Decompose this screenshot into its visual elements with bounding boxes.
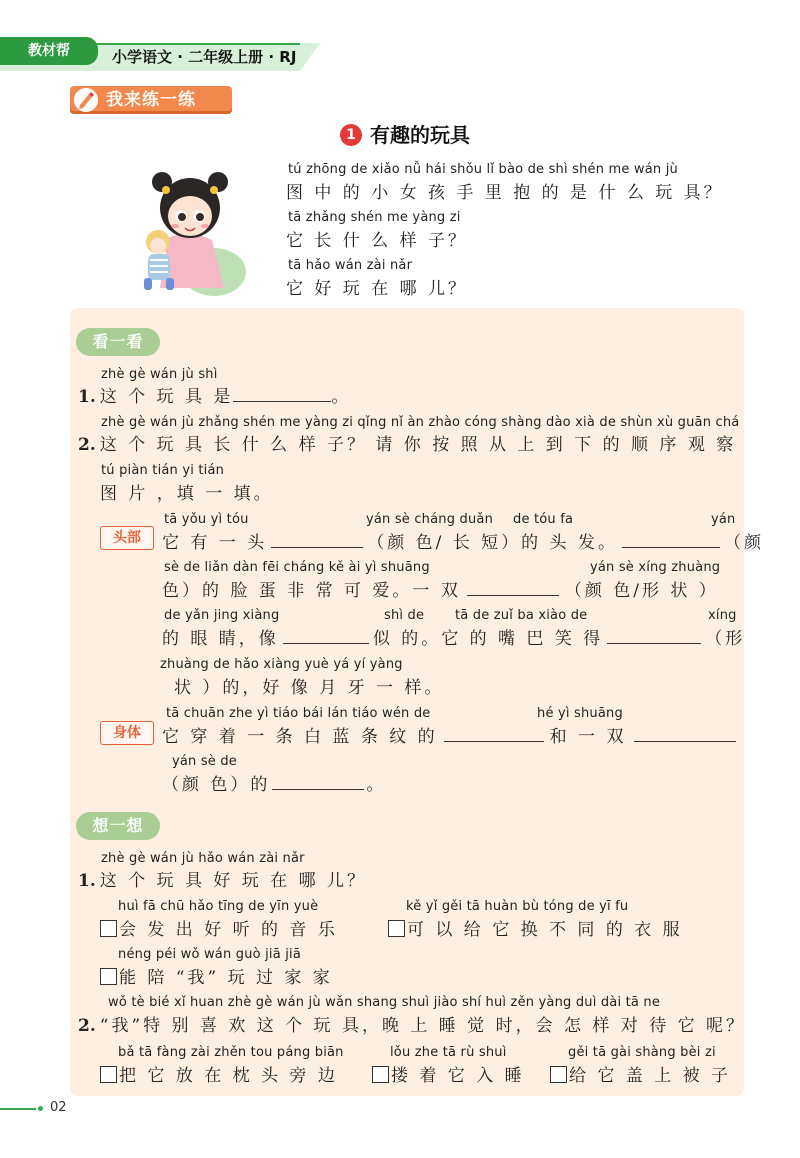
head-l2-pinyin-a: sè de liǎn dàn fēi cháng kě ài yì shuāng (164, 560, 430, 575)
look-q1-answer-blank[interactable] (233, 387, 331, 402)
page-number: 02 (50, 1100, 67, 1115)
body-label: 身体 (100, 721, 154, 745)
checkbox[interactable] (100, 1066, 117, 1083)
look-q2-number: 2. (78, 435, 96, 455)
think-q1-number: 1. (78, 871, 96, 891)
think-q2-number: 2. (78, 1016, 96, 1036)
head-l3-pinyin-a: de yǎn jing xiàng (164, 608, 280, 623)
think-q2-text: “我”特 别 喜 欢 这 个 玩 具，晚 上 睡 觉 时，会 怎 样 对 待 它 呢？ (99, 1016, 746, 1036)
look-q2-text: 这 个 玩 具 长 什 么 样 子？ 请 你 按 照 从 上 到 下 的 顺 序 观 察 (99, 435, 737, 455)
think-pill-char-1: 想 (92, 816, 110, 835)
think-q1-pinyin: zhè gè wán jù hǎo wán zài nǎr (101, 851, 305, 866)
think-section-pill (76, 812, 160, 840)
head-l1-pinyin-c: de tóu fa (513, 512, 574, 527)
lesson-title: 有趣的玩具 (370, 123, 470, 147)
footer-line (0, 1108, 36, 1110)
look-q1-number: 1. (78, 387, 96, 407)
look-section-pill (76, 328, 160, 356)
look-q1-pinyin: zhè gè wán jù shì (101, 367, 218, 382)
intro-question-2: 它 长 什 么 样 子？ (286, 231, 469, 251)
think-opt5-pinyin: lǒu zhe tā rù shuì (390, 1045, 507, 1060)
intro-pinyin-2: tā zhǎng shén me yàng zi (288, 210, 461, 225)
checkbox[interactable] (550, 1066, 567, 1083)
head-l3-text-a: 的 眼 睛，像 (162, 629, 279, 649)
think-q2-pinyin: wǒ tè bié xǐ huan zhè gè wán jù wǎn shang shuì jiào shí huì zěn yàng duì dài tā ne (108, 995, 661, 1010)
body-shoes-blank[interactable] (634, 727, 736, 742)
body-l1-pinyin-a: tā chuān zhe yì tiáo bái lán tiáo wén de (166, 706, 431, 721)
head-line-2 (162, 576, 719, 601)
head-l1-pinyin-b: yán sè cháng duǎn (366, 512, 494, 527)
think-option-1-text: 会 发 出 好 听 的 音 乐 (119, 920, 338, 940)
head-l1-text-b: （颜 色/ 长 短）的 头 发。 (367, 533, 618, 553)
checkbox[interactable] (100, 968, 117, 985)
head-l1-pinyin-d: yán (711, 512, 736, 527)
pencil-icon (74, 88, 98, 112)
checkbox[interactable] (100, 920, 117, 937)
think-option-2[interactable] (388, 915, 683, 940)
think-opt6-pinyin: gěi tā gài shàng bèi zi (568, 1045, 716, 1060)
checkbox[interactable] (372, 1066, 389, 1083)
intro-pinyin-3: tā hǎo wán zài nǎr (288, 258, 413, 273)
head-l2-pinyin-b: yán sè xíng zhuàng (590, 560, 721, 575)
look-q1-end: 。 (331, 387, 352, 407)
look-pill-char-2: 一 (109, 332, 127, 351)
think-opt4-pinyin: bǎ tā fàng zài zhěn tou páng biān (118, 1045, 344, 1060)
body-l2-pinyin: yán sè de (172, 754, 237, 769)
head-l3-pinyin-c: tā de zuǐ ba xiào de (455, 608, 588, 623)
think-pill-char-3: 想 (126, 816, 144, 835)
think-option-2-text: 可 以 给 它 换 不 同 的 衣 服 (407, 920, 683, 940)
body-shoes-color-blank[interactable] (272, 775, 364, 790)
think-opt2-pinyin: kě yǐ gěi tā huàn bù tóng de yī fu (406, 899, 629, 914)
body-clothes-blank[interactable] (444, 727, 544, 742)
brand-tag: 教材帮 (0, 37, 98, 65)
think-option-4-text: 把 它 放 在 枕 头 旁 边 (119, 1066, 338, 1086)
footer-dot (38, 1106, 43, 1111)
head-line-3 (162, 624, 745, 649)
think-option-3[interactable] (100, 963, 333, 988)
head-l1-text-a: 它 有 一 头 (162, 533, 268, 553)
head-mouth-shape-blank[interactable] (607, 629, 701, 644)
look-q1 (78, 382, 351, 407)
body-line-1 (162, 722, 736, 747)
head-line-1 (162, 528, 764, 553)
head-face-color-blank[interactable] (622, 533, 720, 548)
look-q2b-text: 图 片 ，填 一 填。 (100, 484, 274, 504)
think-option-1[interactable] (100, 915, 338, 940)
look-q2b-pinyin: tú piàn tián yi tián (101, 463, 225, 478)
think-opt3-pinyin: néng péi wǒ wán guò jiā jiā (118, 947, 302, 962)
head-eyes-like-blank[interactable] (283, 629, 369, 644)
look-q2-pinyin: zhè gè wán jù zhǎng shén me yàng zi qǐng nǐ àn zhào cóng shàng dào xià de shùn xù guān chá (101, 415, 740, 430)
body-line-2 (162, 770, 386, 795)
head-l4-pinyin: zhuàng de hǎo xiàng yuè yá yí yàng (160, 657, 403, 672)
head-l1-pinyin-a: tā yǒu yì tóu (164, 512, 249, 527)
intro-question-3: 它 好 玩 在 哪 儿？ (286, 279, 469, 299)
body-l1-text-a: 它 穿 着 一 条 白 蓝 条 纹 的 (162, 727, 438, 747)
think-option-5[interactable] (372, 1061, 525, 1086)
girl-with-doll-illustration (128, 160, 248, 300)
lesson-number-badge: 1 (340, 124, 362, 146)
intro-pinyin-1: tú zhōng de xiǎo nǚ hái shǒu lǐ bào de shì shén me wán jù (288, 162, 678, 177)
head-l2-text-a: 色）的 脸 蛋 非 常 可 爱。一 双 (162, 581, 461, 601)
header-bar-tail (300, 43, 320, 71)
head-l1-text-c: （颜 (723, 533, 764, 553)
intro-question-1: 图 中 的 小 女 孩 手 里 抱 的 是 什 么 玩 具？ (286, 183, 724, 203)
think-option-6[interactable] (550, 1061, 731, 1086)
head-l3-text-c: （形 (705, 629, 746, 649)
head-l3-pinyin-d: xíng (708, 608, 737, 623)
think-q1-text: 这 个 玩 具 好 玩 在 哪 儿？ (99, 871, 367, 891)
think-q2 (78, 1011, 746, 1036)
section-label: 我来练一练 (106, 90, 196, 110)
head-l3-text-b: 似 的。它 的 嘴 巴 笑 得 (372, 629, 604, 649)
book-title: 小学语文 · 二年级上册 · RJ (112, 48, 297, 66)
body-l1-text-b: 和 一 双 (549, 727, 627, 747)
body-l1-pinyin-b: hé yì shuāng (537, 706, 623, 721)
checkbox[interactable] (388, 920, 405, 937)
body-l2-end: 。 (366, 775, 387, 795)
look-q1-text: 这 个 玩 具 是 (99, 387, 234, 407)
head-label: 头部 (100, 526, 154, 550)
think-opt1-pinyin: huì fā chū hǎo tīng de yīn yuè (118, 899, 319, 914)
think-option-3-text: 能 陪 “我” 玩 过 家 家 (119, 968, 333, 988)
body-l2-text: （颜 色）的 (162, 775, 271, 795)
head-eyes-color-shape-blank[interactable] (467, 581, 559, 596)
look-pill-char-1: 看 (92, 332, 110, 351)
head-l4-text: 状 ）的，好 像 月 牙 一 样。 (174, 678, 445, 698)
head-l2-text-b: （颜 色/形 状 ） (564, 581, 719, 601)
look-pill-char-3: 看 (126, 332, 144, 351)
think-option-6-text: 给 它 盖 上 被 子 (569, 1066, 732, 1086)
think-option-5-text: 搂 着 它 入 睡 (391, 1066, 525, 1086)
head-hair-color-blank[interactable] (271, 533, 363, 548)
head-l3-pinyin-b: shì de (384, 608, 425, 623)
think-q1 (78, 866, 367, 891)
think-option-4[interactable] (100, 1061, 338, 1086)
think-pill-char-2: 一 (109, 816, 127, 835)
look-q2 (78, 430, 736, 455)
